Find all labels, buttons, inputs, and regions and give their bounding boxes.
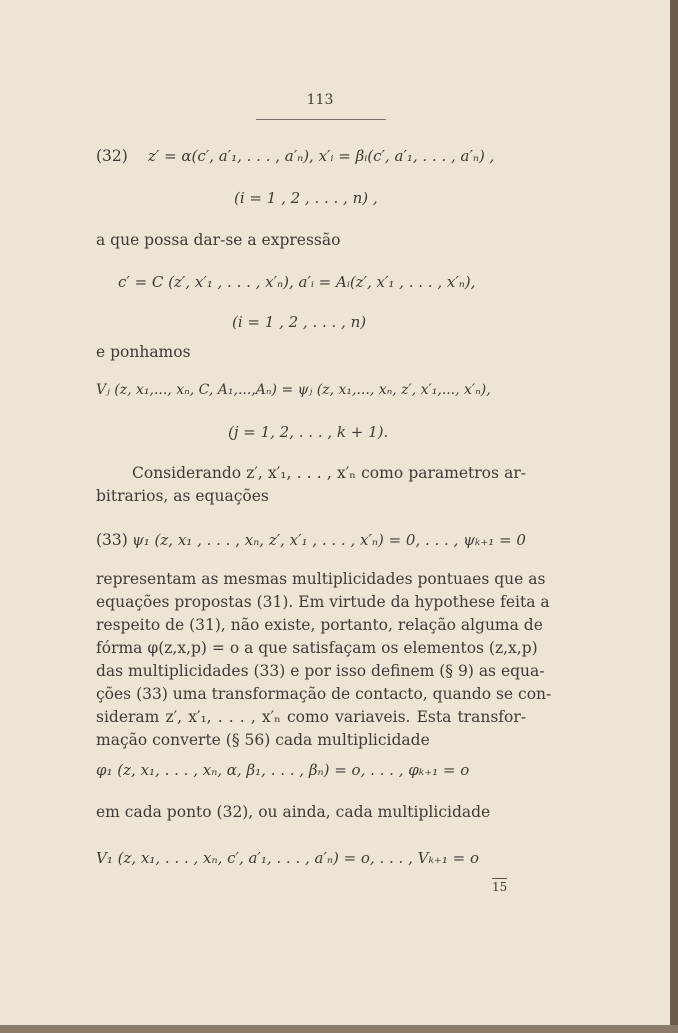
page-number: 113 [306,92,334,108]
page-bottom-edge [0,1025,678,1033]
equation-33: ψ₁ (z, x₁ , . . . , xₙ, z′, x′₁ , . . . , x′ₙ) = 0, . . . , ψₖ₊₁ = 0 [132,531,526,549]
page-edge-shadow [670,0,678,1033]
text-ponhamos: e ponhamos [96,343,191,361]
equation-label-32: (32) [96,147,128,165]
paragraph-line: sideram z′, x′₁, . . . , x′ₙ como variaveis. Esta transfor- [96,708,526,726]
paragraph-line: equações propostas (31). Em virtude da hypothese feita a [96,593,550,611]
equation-c-index-range: (i = 1 , 2 , . . . , n) [232,313,367,331]
paragraph-line: Considerando z′, x′₁, . . . , x′ₙ como parametros ar- [132,464,526,482]
text-ponto: em cada ponto (32), ou ainda, cada multiplicidade [96,803,491,821]
paragraph-line: mação converte (§ 56) cada multiplicidade [96,731,430,749]
paragraph-representam [96,568,552,752]
equation-v-index-range: (j = 1, 2, . . . , k + 1). [228,423,389,441]
header-rule [256,119,386,120]
paragraph-considerando [96,462,526,508]
paragraph-line: representam as mesmas multiplicidades pontuaes que as [96,570,546,588]
equation-v1: V₁ (z, x₁, . . . , xₙ, c′, a′₁, . . . , a′ₙ) = o, . . . , Vₖ₊₁ = o [96,849,479,867]
equation-phi: φ₁ (z, x₁, . . . , xₙ, α, β₁, . . . , βₙ) = o, . . . , φₖ₊₁ = o [96,761,470,779]
paragraph-line: das multiplicidades (33) e por isso definem (§ 9) as equa- [96,662,545,680]
paragraph-line: ções (33) uma transformação de contacto, quando se con- [96,685,552,703]
paragraph-line: bitrarios, as equações [96,487,269,505]
paragraph-line: respeito de (31), não existe, portanto, relação alguma de [96,616,543,634]
paragraph-line: fórma φ(z,x,p) = o a que satisfaçam os elementos (z,x,p) [96,639,538,657]
equation-32-index-range: (i = 1 , 2 , . . . , n) , [234,189,378,207]
equation-c: c′ = C (z′, x′₁ , . . . , x′ₙ), a′ᵢ = Aᵢ(z′, x′₁ , . . . , x′ₙ), [118,273,476,291]
equation-32: z′ = α(c′, a′₁, . . . , a′ₙ), x′ᵢ = βᵢ(c′, a′₁, . . . , a′ₙ) , [148,147,495,165]
equation-v: Vⱼ (z, x₁,..., xₙ, C, A₁,...,Aₙ) = ψⱼ (z, x₁,..., xₙ, z′, x′₁,..., x′ₙ), [96,382,491,398]
text-expressao: a que possa dar-se a expressão [96,231,341,249]
signature-mark: 15 [492,880,508,894]
equation-label-33: (33) [96,531,128,549]
